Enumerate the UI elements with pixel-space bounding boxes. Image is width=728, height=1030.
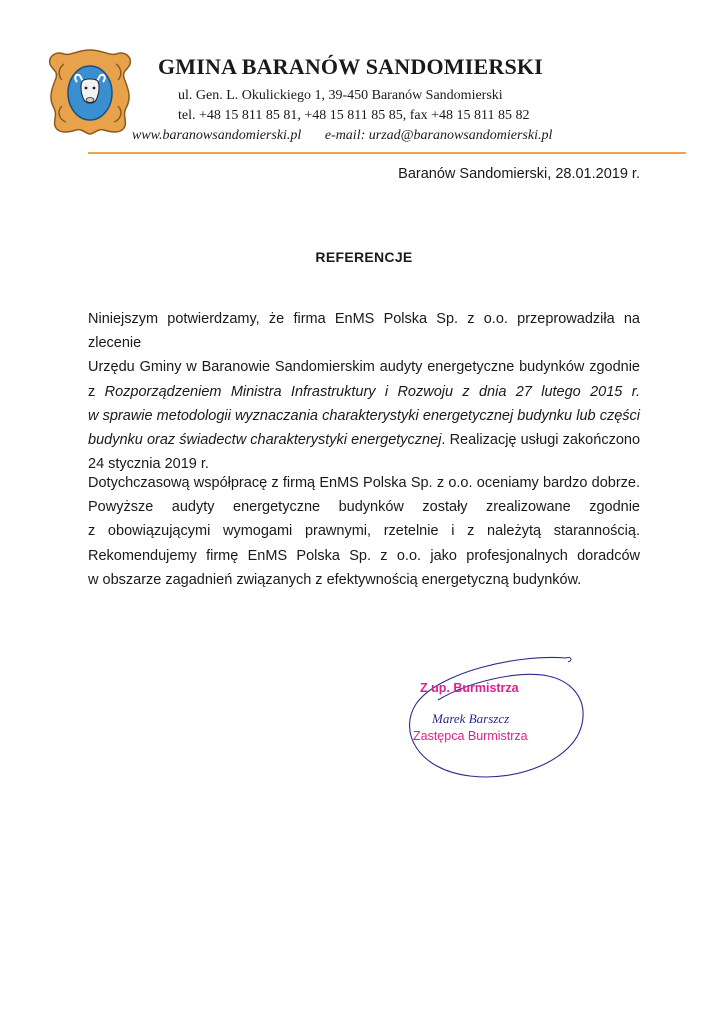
paragraph-1-line: budynku oraz świadectw charakterystyki energetycznej. Realizację usługi zakończono <box>88 432 641 449</box>
paragraph-2-line: Powyższe audyty energetyczne budynków zostały zrealizowane zgodnie <box>88 499 640 516</box>
document-title: REFERENCJE <box>315 249 413 265</box>
paragraph-2-line: Dotychczasową współpracę z firmą EnMS Polska Sp. z o.o. oceniamy bardzo dobrze. <box>88 475 640 491</box>
paragraph-1-line: Niniejszym potwierdzamy, że firma EnMS Polska Sp. z o.o. przeprowadziła na zlecenie <box>88 311 640 352</box>
paragraph-1-line: w sprawie metodologii wyznaczania charakterystyki energetycznej budynku lub części <box>88 407 640 424</box>
paragraph-1-line: z Rozporządzeniem Ministra Infrastruktury i Rozwoju z dnia 27 lutego 2015 r. <box>88 383 641 400</box>
place-and-date: Baranów Sandomierski, 28.01.2019 r. <box>398 166 640 182</box>
paragraph-1-line: Urzędu Gminy w Baranowie Sandomierskim audyty energetyczne budynków zgodnie <box>88 359 640 376</box>
signature-name: Marek Barszcz <box>432 711 510 726</box>
paragraph-2 <box>88 471 640 592</box>
coat-of-arms-icon <box>44 46 136 138</box>
paragraph-2-line: Rekomendujemy firmę EnMS Polska Sp. z o.o. jako profesjonalnych doradców <box>88 547 640 564</box>
paragraph-2-line: z obowiązującymi wymogami prawnymi, rzetelnie i z należytą starannością. <box>88 523 640 540</box>
email-link[interactable]: urzad@baranowsandomierski.pl <box>368 128 553 143</box>
municipality-address: ul. Gen. L. Okulickiego 1, 39-450 Baranów Sandomierski <box>178 88 503 103</box>
website-link[interactable]: www.baranowsandomierski.pl <box>132 128 302 143</box>
email-label: e-mail: <box>324 128 366 143</box>
stamp-authorization: Z up. Burmistrza <box>420 681 519 695</box>
municipality-name: GMINA BARANÓW SANDOMIERSKI <box>158 54 543 79</box>
stamp-position: Zastępca Burmistrza <box>413 729 528 743</box>
letterhead-divider <box>88 152 686 154</box>
municipality-contact <box>132 128 552 144</box>
paragraph-1 <box>88 307 640 476</box>
municipality-phones: tel. +48 15 811 85 81, +48 15 811 85 85, fax +48 15 811 85 82 <box>178 108 530 123</box>
paragraph-2-line: w obszarze zagadnień związanych z efektywnością energetyczną budynków. <box>88 571 582 588</box>
paragraph-1-line: 24 stycznia 2019 r. <box>88 456 209 473</box>
